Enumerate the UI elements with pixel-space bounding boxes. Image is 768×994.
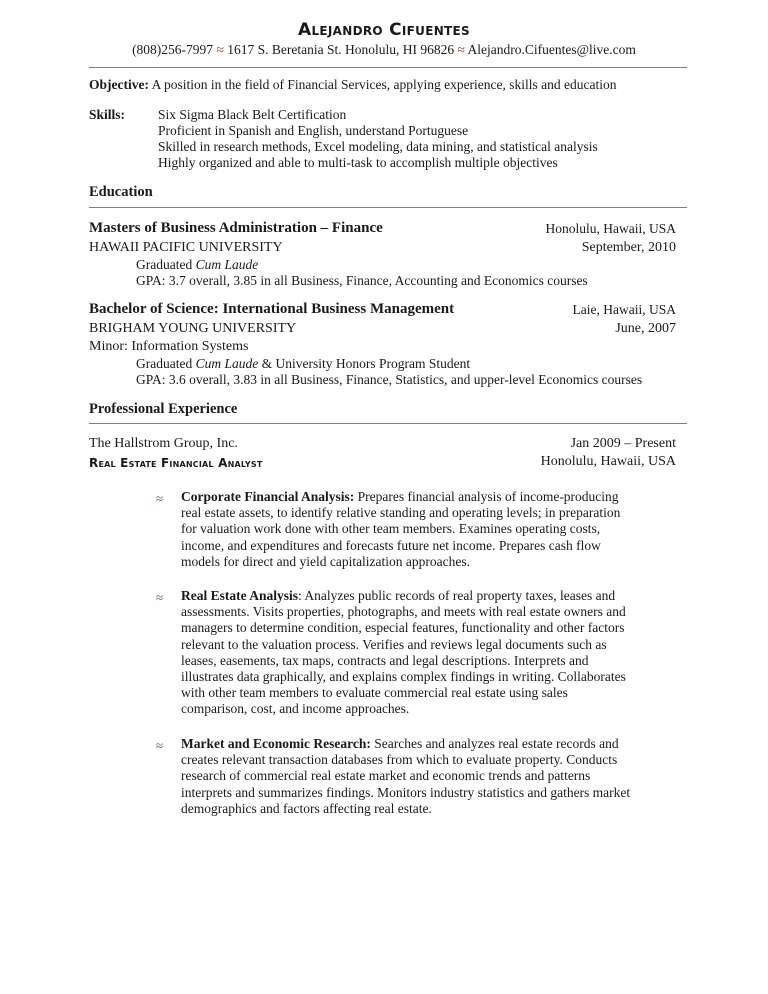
bullet-icon: ≈ bbox=[156, 738, 164, 753]
education-heading: Education bbox=[89, 184, 153, 200]
responsibility-text: interprets and summarizes findings. Monitors industry statistics and gathers market bbox=[181, 784, 631, 800]
skill-item: Skilled in research methods, Excel modeling, data mining, and statistical analysis bbox=[158, 139, 598, 154]
responsibility-text: relevant to the valuation process. Verifies and reviews legal documents such as bbox=[181, 636, 607, 652]
responsibility-text: assessments. Visits properties, photographs, and meets with real estate owners and bbox=[181, 604, 626, 620]
responsibility-text: income, and expenditures and forecasts future net income. Prepares cash flow bbox=[181, 537, 601, 553]
skills-label: Skills: bbox=[89, 107, 126, 122]
responsibility-text: creates relevant transaction databases from which to evaluate property. Conducts bbox=[181, 752, 618, 768]
bs-minor: Minor: Information Systems bbox=[89, 339, 249, 354]
mba-location: Honolulu, Hawaii, USA bbox=[545, 221, 676, 236]
responsibility-text: illustrates data graphically, and explains complex findings in writing. Collaborates bbox=[181, 669, 626, 685]
skill-item: Proficient in Spanish and English, understand Portuguese bbox=[158, 123, 469, 138]
bullet-icon: ≈ bbox=[156, 491, 164, 506]
bullet-icon: ≈ bbox=[156, 590, 164, 605]
responsibility-text: models for direct and yield capitalization approaches. bbox=[181, 553, 471, 569]
responsibility-item bbox=[181, 489, 681, 570]
email: Alejandro.Cifuentes@live.com bbox=[467, 42, 636, 57]
bs-school: BRIGHAM YOUNG UNIVERSITY bbox=[89, 321, 297, 336]
separator-icon: ≈ bbox=[457, 42, 465, 57]
responsibility-title: Market and Economic Research: bbox=[181, 736, 371, 751]
responsibility-title: Real Estate Analysis bbox=[181, 588, 299, 603]
responsibility-text: comparison, cost, and income approaches. bbox=[181, 701, 410, 717]
objective bbox=[89, 77, 617, 93]
mba-gpa: GPA: 3.7 overall, 3.85 in all Business, Finance, Accounting and Economics courses bbox=[136, 273, 588, 288]
responsibility-text: for valuation work done with other team members. Examines operating costs, bbox=[181, 521, 601, 537]
mba-honors bbox=[136, 257, 258, 273]
bs-honors-program: & University Honors Program Student bbox=[258, 356, 471, 371]
job-title: Real Estate Financial Analyst bbox=[89, 456, 263, 470]
responsibility-text: : Analyzes public records of real property taxes, leases and bbox=[298, 588, 616, 603]
address: 1617 S. Beretania St. Honolulu, HI 96826 bbox=[227, 42, 455, 57]
responsibility-text: Searches and analyzes real estate records and bbox=[374, 736, 619, 751]
mba-school: HAWAII PACIFIC UNIVERSITY bbox=[89, 240, 283, 255]
experience-heading: Professional Experience bbox=[89, 401, 238, 417]
responsibility-title: Corporate Financial Analysis: bbox=[181, 489, 355, 504]
header-divider bbox=[89, 67, 687, 68]
responsibility-text: with other team members to evaluate commercial real estate using sales bbox=[181, 685, 568, 701]
experience-divider bbox=[89, 423, 687, 424]
responsibility-item bbox=[181, 736, 681, 817]
bs-honors bbox=[136, 356, 470, 372]
education-divider bbox=[89, 207, 687, 208]
responsibility-text: research of commercial real estate market and economic trends and patterns bbox=[181, 768, 591, 784]
objective-text: A position in the field of Financial Services, applying experience, skills and education bbox=[151, 77, 617, 92]
mba-date: September, 2010 bbox=[581, 240, 676, 255]
mba-graduated: Graduated bbox=[136, 257, 196, 272]
skill-item: Six Sigma Black Belt Certification bbox=[158, 107, 347, 122]
responsibility-text: leases, easements, tax maps, contracts and legal descriptions. Interprets and bbox=[181, 652, 589, 668]
responsibility-item bbox=[181, 588, 681, 718]
responsibility-text: real estate assets, to identify relative standing and operating levels; in preparation bbox=[181, 505, 621, 521]
contact-line bbox=[0, 42, 768, 58]
company-name: The Hallstrom Group, Inc. bbox=[89, 436, 238, 451]
objective-label: Objective: bbox=[89, 77, 149, 92]
bs-location: Laie, Hawaii, USA bbox=[572, 302, 676, 317]
phone: (808)256-7997 bbox=[132, 42, 214, 57]
responsibility-text: managers to determine condition, especial features, functionality and other factors bbox=[181, 620, 625, 636]
job-location: Honolulu, Hawaii, USA bbox=[540, 454, 676, 469]
skill-item: Highly organized and able to multi-task to accomplish multiple objectives bbox=[158, 155, 558, 170]
bs-gpa: GPA: 3.6 overall, 3.83 in all Business, Finance, Statistics, and upper-level Economics courses bbox=[136, 372, 643, 387]
bs-graduated: Graduated bbox=[136, 356, 196, 371]
bs-degree: Bachelor of Science: International Business Management bbox=[89, 301, 455, 317]
separator-icon: ≈ bbox=[216, 42, 224, 57]
responsibility-text: Prepares financial analysis of income-producing bbox=[357, 489, 619, 504]
bs-date: June, 2007 bbox=[615, 321, 676, 336]
job-dates: Jan 2009 – Present bbox=[570, 436, 676, 451]
responsibility-text: demographics and factors affecting real estate. bbox=[181, 800, 432, 816]
mba-honor: Cum Laude bbox=[195, 257, 259, 272]
candidate-name: Alejandro Cifuentes bbox=[298, 20, 470, 40]
mba-degree: Masters of Business Administration – Finance bbox=[89, 220, 383, 236]
bs-honor: Cum Laude bbox=[195, 356, 259, 371]
